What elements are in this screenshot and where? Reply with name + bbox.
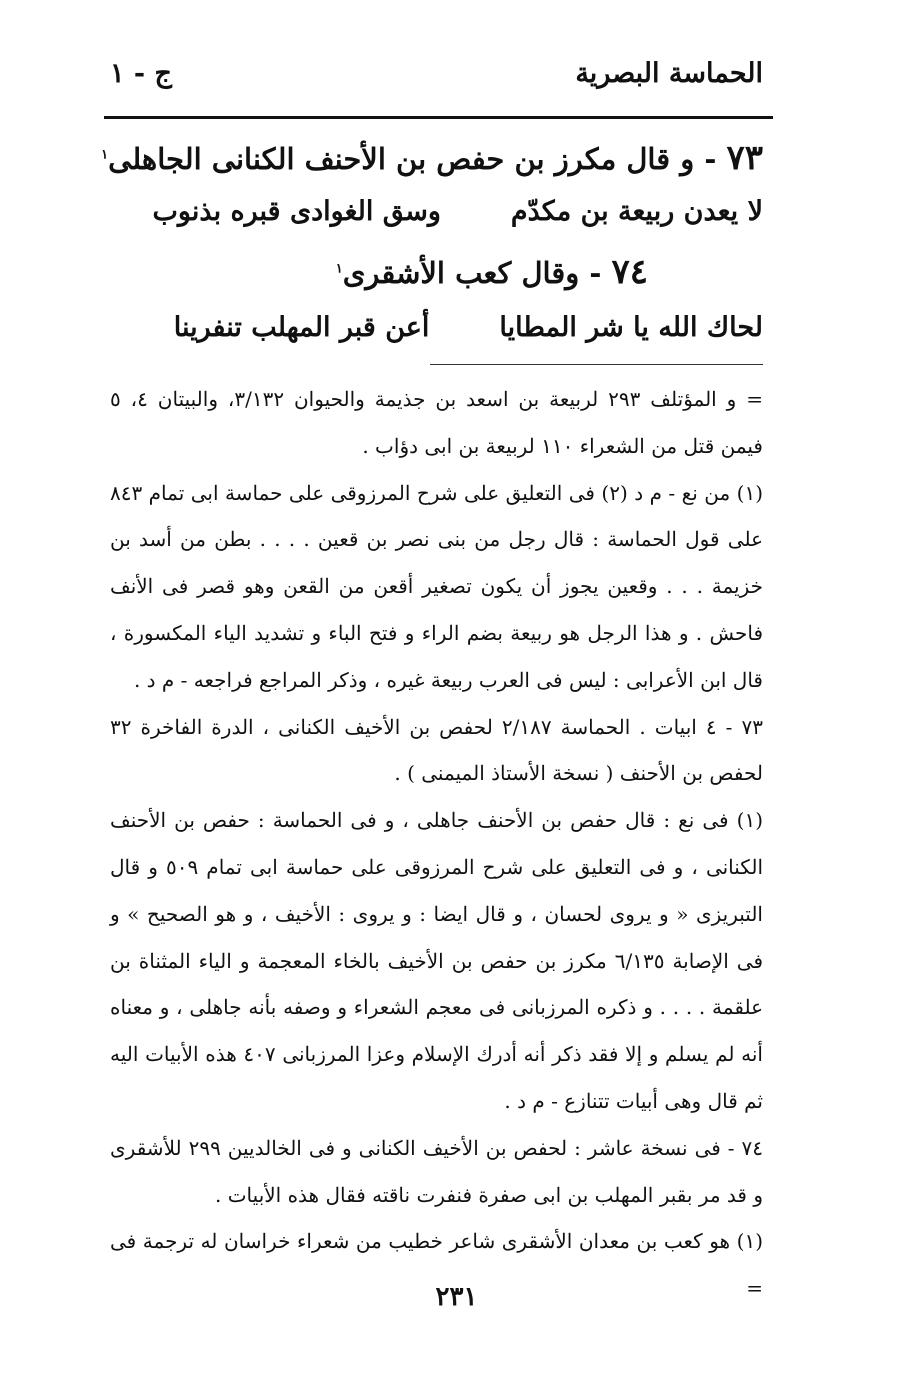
- footnote-mark: ١: [335, 261, 343, 277]
- poem-heading-text: - وقال كعب الأشقرى: [342, 256, 602, 290]
- poem-number: ٧٤: [611, 252, 648, 292]
- note-paragraph: = و المؤتلف ٢٩٣ لربيعة بن اسعد بن جذيمة والحيوان ٣/١٣٢، والبيتان ٤، ٥ فيمن قتل من الشعراء ١١٠ لربيعة بن ابى دؤاب .: [110, 387, 763, 458]
- page-header: [110, 58, 763, 102]
- note-paragraph: (١) من نع - م د (٢) فى التعليق على شرح المرزوقى على حماسة ابى تمام ٨٤٣ على قول الحماسة : قال رجل من بنى نصر بن قعين . . . . بطن من أسد بن خزيمة . . . وقعين يجوز أن يكون تصغير أقعن من القعن وهو قصر فى الأنف فاحش . و هذا الرجل هو ربيعة بضم الراء و فتح الباء و تشديد الياء المكسورة ، قال ابن الأعرابى : ليس فى العرب ربيعة غيره ، وذكر المراجع فراجعه - م د .: [110, 480, 763, 692]
- note-paragraph: (١) فى نع : قال حفص بن الأحنف جاهلى ، و فى الحماسة : حفص بن الأحنف الكنانى ، و فى التعليق على شرح المرزوقى على حماسة ابى تمام ٥٠٩ و قال التبريزى « و يروى لحسان ، و قال ايضا : و يروى : الأخيف ، و هو الصحيح » و فى الإصابة ٦/١٣٥ مكرز بن حفص بن الأخيف بالخاء المعجمة و الياء المثناة بن علقمة . . . . و ذكره المرزبانى فى معجم الشعراء و وصفه بأنه جاهلى ، و معناه أنه لم يسلم و إلا فقد ذكر أنه أدرك الإسلام وعزا المرزبانى ٤٠٧ هذه الأبيات اليه ثم قال وهى أبيات تتنازع - م د .: [110, 808, 764, 1113]
- note-paragraph: (١) هو كعب بن معدان الأشقرى شاعر خطيب من شعراء خراسان له ترجمة فى =: [110, 1229, 763, 1301]
- verse-hemistich-first: لحاك الله يا شر المطايا: [499, 312, 763, 343]
- poem-heading-text: - و قال مكرز بن حفص بن الأحنف الكنانى الجاهلى: [108, 142, 717, 176]
- page-number: ٢٣١: [435, 1282, 478, 1312]
- poem-number: ٧٣: [726, 138, 763, 178]
- poem-heading-74: [336, 252, 648, 292]
- verse-hemistich-second: وسق الغوادى قبره بذنوب: [152, 196, 441, 227]
- verse-hemistich-first: لا يعدن ربيعة بن مكدّم: [510, 196, 763, 227]
- verse-hemistich-second: أعن قبر المهلب تنفرينا: [173, 312, 430, 343]
- running-title: الحماسة البصرية: [575, 58, 763, 89]
- note-paragraph: ٧٣ - ٤ ابيات . الحماسة ٢/١٨٧ لحفص بن الأخيف الكنانى ، الدرة الفاخرة ٣٢ لحفص بن الأحنف ( نسخة الأستاذ الميمنى ) .: [110, 714, 763, 786]
- footnotes: [110, 376, 763, 1312]
- part-label: ج - ١: [110, 58, 172, 89]
- note-paragraph: ٧٤ - فى نسخة عاشر : لحفص بن الأخيف الكنانى و فى الخالديين ٢٩٩ للأشقرى و قد مر بقبر المهلب بن ابى صفرة فنفرت ناقته فقال هذه الأبيات .: [110, 1135, 764, 1207]
- footnote-rule: [430, 364, 763, 365]
- poem-heading-73: [101, 138, 763, 178]
- verse-74: [174, 312, 763, 343]
- header-rule: [104, 116, 773, 119]
- verse-73: [153, 196, 763, 227]
- footnote-mark: ١: [101, 147, 109, 163]
